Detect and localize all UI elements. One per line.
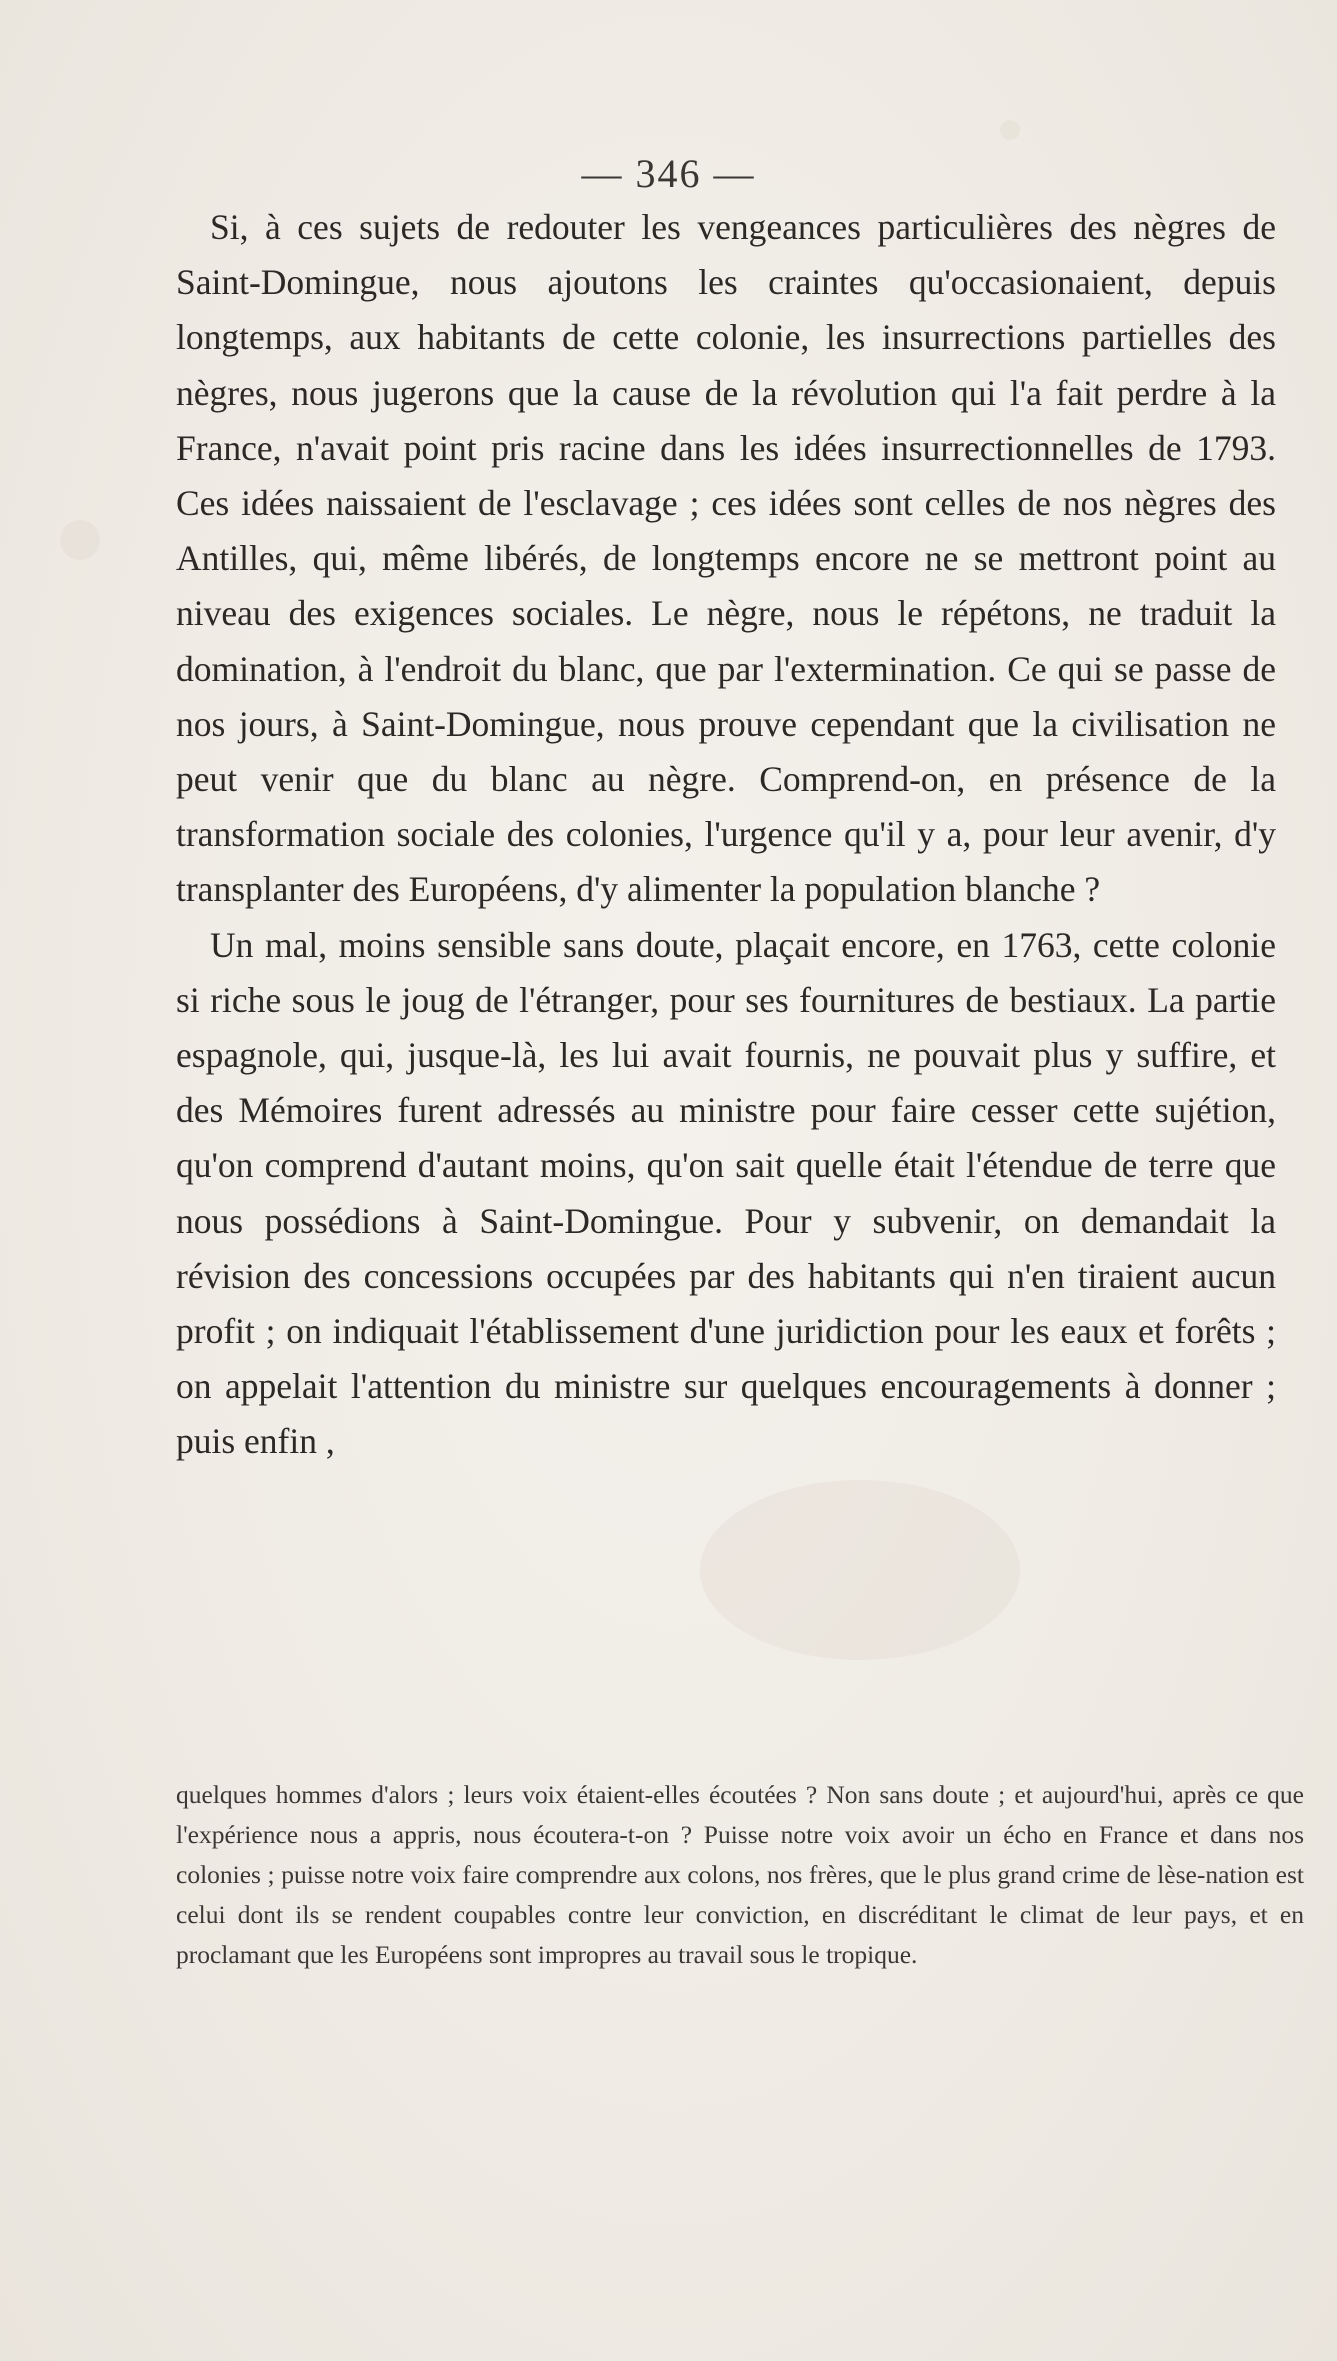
footnote xyxy=(176,1775,1304,1975)
paragraph: Si, à ces sujets de redouter les vengeances particulières des nègres de Saint-Domingue, nous ajoutons les craintes qu'occasionaient, depuis longtemps, aux habitants de cette colonie, les insurrections partielles des nègres, nous jugerons que la cause de la révolution qui l'a fait perdre à la France, n'avait point pris racine dans les idées insurrectionnelles de 1793. Ces idées naissaient de l'esclavage ; ces idées sont celles de nos nègres des Antilles, qui, même libérés, de longtemps encore ne se mettront point au niveau des exigences sociales. Le nègre, nous le répétons, ne traduit la domination, à l'endroit du blanc, que par l'extermination. Ce qui se passe de nos jours, à Saint-Domingue, nous prouve cependant que la civilisation ne peut venir que du blanc au nègre. Comprend-on, en présence de la transformation sociale des colonies, l'urgence qu'il y a, pour leur avenir, d'y transplanter des Européens, d'y alimenter la population blanche ? xyxy=(176,207,1276,910)
paper-stain xyxy=(60,520,100,560)
footnote-text: quelques hommes d'alors ; leurs voix étaient-elles écoutées ? Non sans doute ; et aujourd'hui, après ce que l'expérience nous a appris, nous écoutera-t-on ? Puisse notre voix avoir un écho en France et dans nos colonies ; puisse notre voix faire comprendre aux colons, nos frères, que le plus grand crime de lèse-nation est celui dont ils se rendent coupables contre leur conviction, en discréditant le climat de leur pays, et en proclamant que les Européens sont impropres au travail sous le tropique. xyxy=(176,1780,1304,1969)
page-number: — 346 — xyxy=(581,151,756,196)
paragraph: Un mal, moins sensible sans doute, plaçait encore, en 1763, cette colonie si riche sous le joug de l'étranger, pour ses fournitures de bestiaux. La partie espagnole, qui, jusque-là, les lui avait fournis, ne pouvait plus y suffire, et des Mémoires furent adressés au ministre pour faire cesser cette sujétion, qu'on comprend d'autant moins, qu'on sait quelle était l'étendue de terre que nous possédions à Saint-Domingue. Pour y subvenir, on demandait la révision des concessions occupées par des habitants qui n'en tiraient aucun profit ; on indiquait l'établissement d'une juridiction pour les eaux et forêts ; on appelait l'attention du ministre sur quelques encouragements à donner ; puis enfin , xyxy=(176,924,1276,1462)
paper-stain xyxy=(1000,120,1020,140)
main-text xyxy=(176,200,1276,1470)
paper-stain xyxy=(700,1480,1020,1660)
